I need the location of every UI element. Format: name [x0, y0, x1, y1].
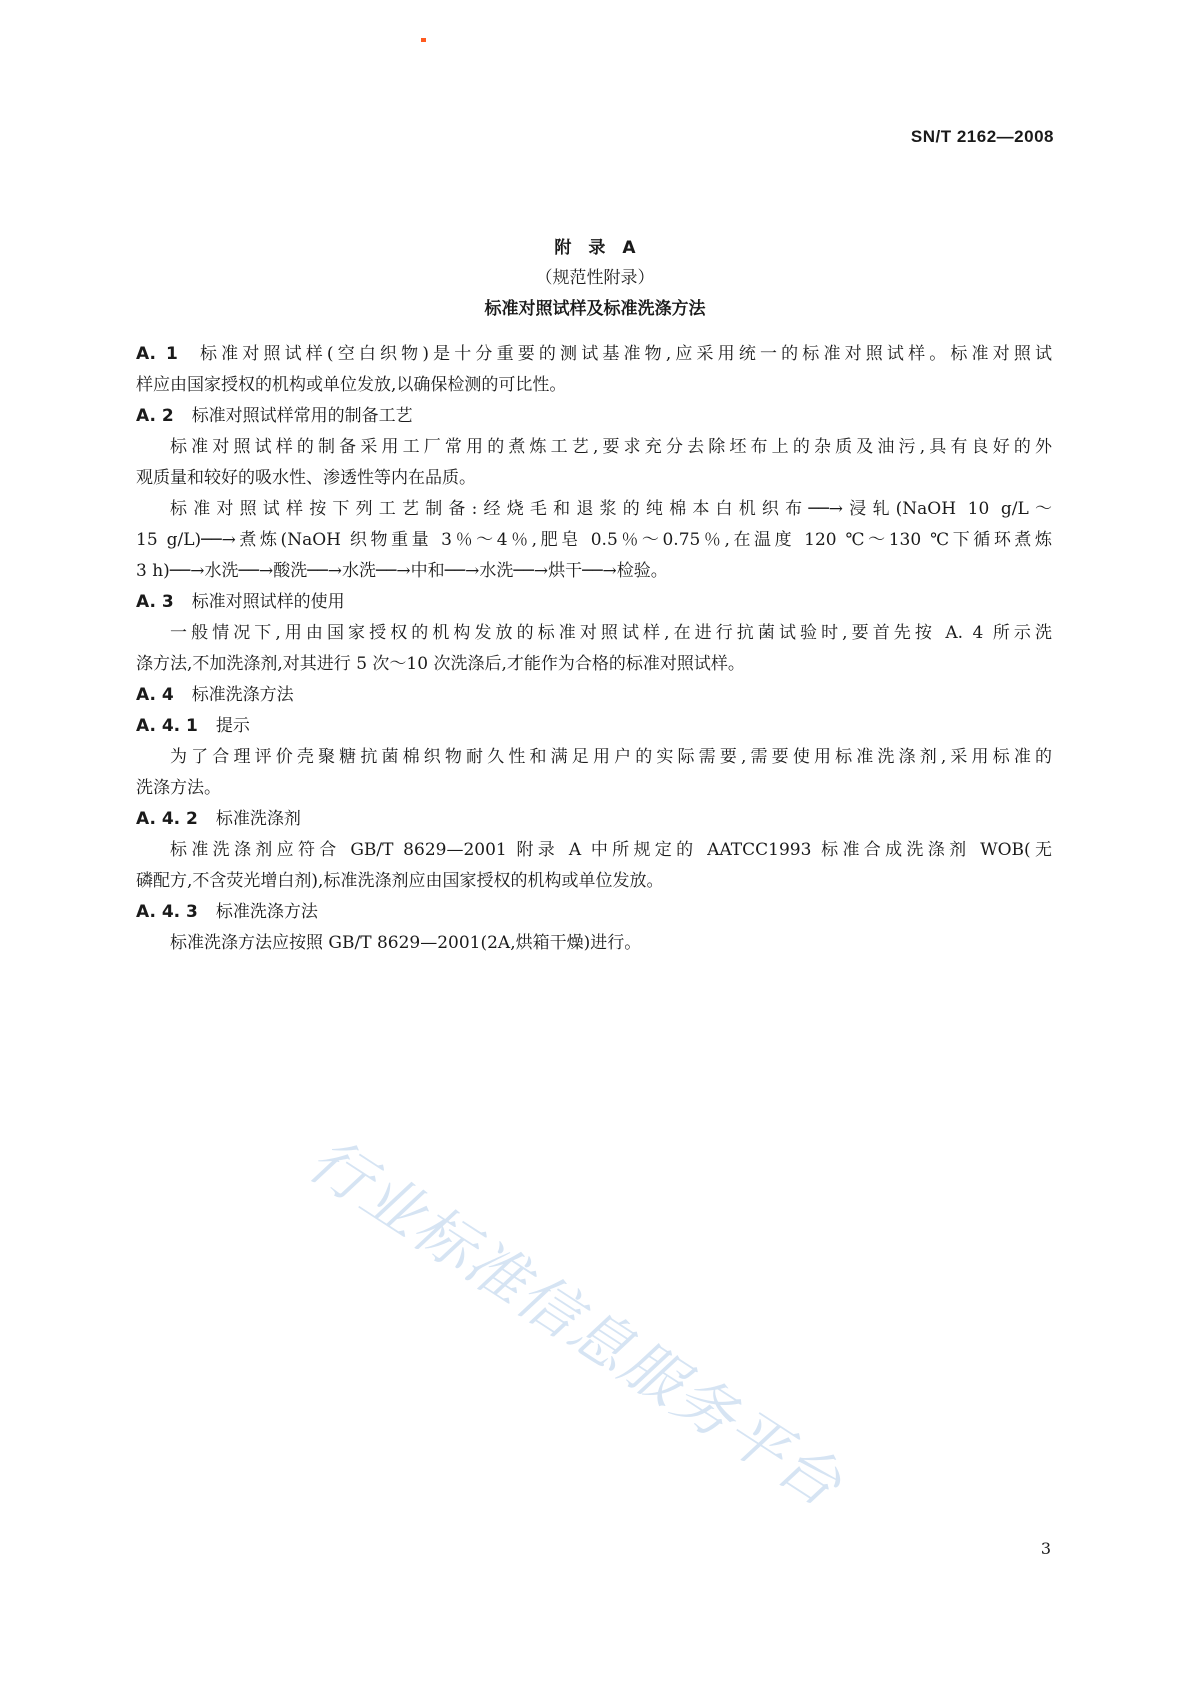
paragraph-line: 标准洗涤方法应按照 GB/T 8629—2001(2A,烘箱干燥)进行。 — [170, 933, 642, 953]
paragraph-line: 标准对照试样的制备采用工厂常用的煮炼工艺,要求充分去除坯布上的杂质及油污,具有良好的外 — [170, 437, 1052, 457]
section-title: 提示 — [215, 716, 250, 736]
section-number: A. 4. 2 — [136, 809, 198, 829]
paragraph-line: 洗涤方法。 — [136, 778, 221, 798]
section-title: 标准洗涤方法 — [191, 685, 294, 705]
section-title: 标准对照试样的使用 — [191, 592, 345, 612]
section-number: A. 2 — [136, 406, 174, 426]
section-title: 标准洗涤剂 — [215, 809, 301, 829]
document-body — [136, 339, 1052, 959]
paragraph-line: 15 g/L)──→煮炼(NaOH 织物重量 3％～4％,肥皂 0.5％～0.75％,在温度 120 ℃～130 ℃下循环煮炼 — [136, 530, 1052, 550]
annex-title: 附 录 A — [554, 238, 636, 258]
section-a42-heading — [136, 804, 1052, 835]
section-a1-line1 — [136, 339, 1052, 370]
annex-name: 标准对照试样及标准洗涤方法 — [484, 299, 706, 319]
section-title: 标准洗涤方法 — [215, 902, 318, 922]
paragraph-line: 3 h)──→水洗──→酸洗──→水洗──→中和──→水洗──→烘干──→检验。 — [136, 561, 668, 581]
section-a41-heading — [136, 711, 1052, 742]
section-a3-heading — [136, 587, 1052, 618]
section-number: A. 4. 3 — [136, 902, 198, 922]
paragraph-line: 标准对照试样按下列工艺制备:经烧毛和退浆的纯棉本白机织布──→浸轧(NaOH 10 g/L～ — [170, 499, 1052, 519]
standard-number: SN/T 2162—2008 — [910, 127, 1054, 146]
section-number: A. 3 — [136, 592, 174, 612]
paragraph-line: 一般情况下,用由国家授权的机构发放的标准对照试样,在进行抗菌试验时,要首先按 A. 4 所示洗 — [170, 623, 1052, 643]
section-a2-heading — [136, 401, 1052, 432]
section-number: A. 1 — [136, 344, 178, 364]
section-a4-heading — [136, 680, 1052, 711]
section-text: 标准对照试样(空白织物)是十分重要的测试基准物,应采用统一的标准对照试样。标准对照试 — [195, 344, 1052, 364]
section-a43-heading — [136, 897, 1052, 928]
paragraph-line: 标准洗涤剂应符合 GB/T 8629—2001 附录 A 中所规定的 AATCC1993 标准合成洗涤剂 WOB(无 — [170, 840, 1052, 860]
corner-mark — [421, 38, 426, 42]
section-a1-line2: 样应由国家授权的机构或单位发放,以确保检测的可比性。 — [136, 375, 567, 395]
paragraph-line: 观质量和较好的吸水性、渗透性等内在品质。 — [136, 468, 476, 488]
paragraph-line: 为了合理评价壳聚糖抗菌棉织物耐久性和满足用户的实际需要,需要使用标准洗涤剂,采用标准的 — [170, 747, 1052, 767]
section-number: A. 4 — [136, 685, 174, 705]
paragraph-line: 磷配方,不含荧光增白剂),标准洗涤剂应由国家授权的机构或单位发放。 — [136, 871, 664, 891]
annex-kind: （规范性附录） — [535, 268, 655, 288]
paragraph-line: 涤方法,不加洗涤剂,对其进行 5 次～10 次洗涤后,才能作为合格的标准对照试样。 — [136, 654, 745, 674]
watermark-text: 行业标准信息服务平台 — [296, 1124, 855, 1522]
section-number: A. 4. 1 — [136, 716, 198, 736]
section-title: 标准对照试样常用的制备工艺 — [191, 406, 413, 426]
page-number: 3 — [1040, 1539, 1051, 1558]
